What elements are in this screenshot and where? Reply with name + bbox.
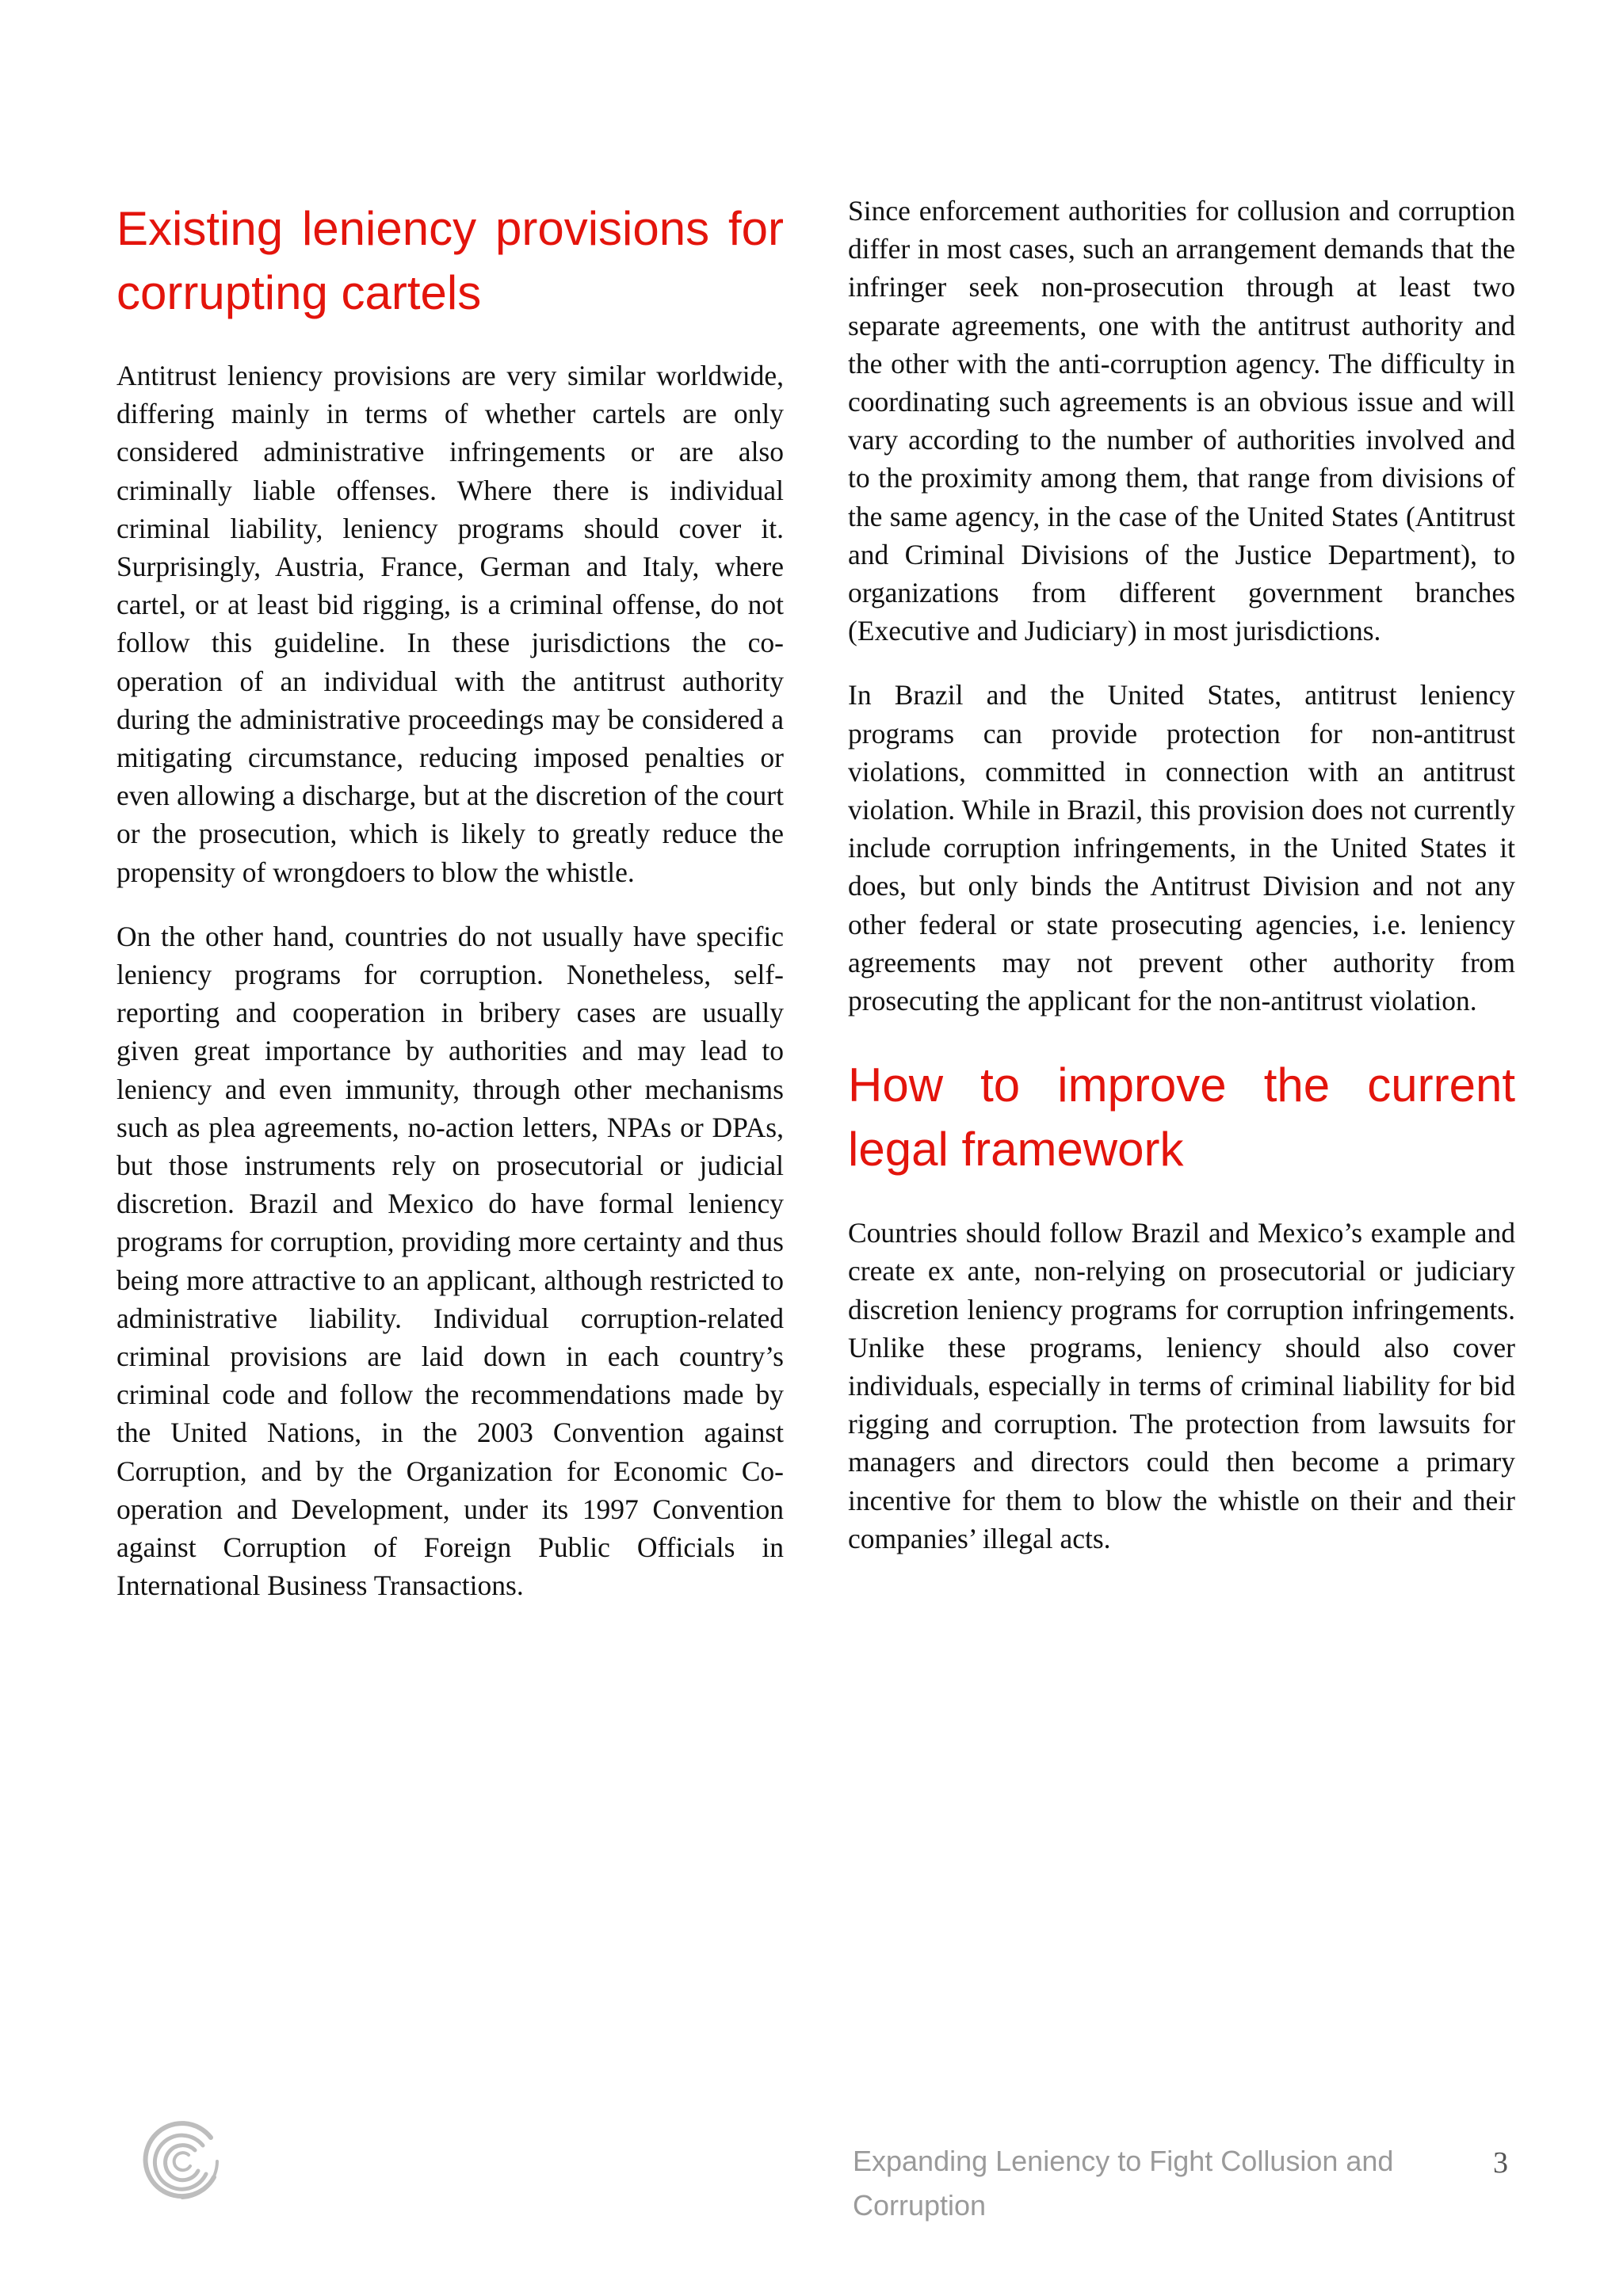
left-column: [116, 0, 784, 1605]
body-paragraph: Since enforcement authorities for collusion and corruption differ in most cases, such an arrangement demands that the infringer seek non-prosecution through at least two separate agreements, one with the antitrust authority and the other with the anti-corruption agency. The difficulty in coordinating such agreements is an obvious issue and will vary according to the number of authorities involved and to the proximity among them, that range from divisions of the same agency, in the case of the United States (Antitrust and Criminal Divisions of the Justice Department), to organizations from different government branches (Executive and Judiciary) in most jurisdictions.: [848, 195, 1515, 647]
section-heading-existing-leniency: Existing leniency provisions for corrupting cartels: [116, 202, 784, 319]
page-number: 3: [1493, 2146, 1508, 2180]
section-heading-improve-framework: How to improve the current legal framework: [848, 1058, 1515, 1177]
body-paragraph: Countries should follow Brazil and Mexico’s example and create ex ante, non-relying on prosecutorial or judiciary discretion leniency programs for corruption infringements. Unlike these programs, leniency should also cover individuals, especially in terms of criminal liability for bid rigging and corruption. The protection from lawsuits for managers and directors could then become a primary incentive for them to blow the whistle on their and their companies’ illegal acts.: [848, 1217, 1515, 1554]
spiral-c-logo-icon: [135, 2114, 228, 2207]
body-paragraph: On the other hand, countries do not usually have specific leniency programs for corruption. Nonetheless, self-reporting and cooperation in bribery cases are usually given great importance by authorities and may lead to leniency and even immunity, through other mechanisms such as plea agreements, no-action letters, NPAs or DPAs, but those instruments rely on prosecutorial or judicial discretion. Brazil and Mexico do have formal leniency programs for corruption, providing more certainty and thus being more attractive to an applicant, although restricted to administrative liability. Individual corruption-related criminal provisions are laid down in each country’s criminal code and follow the recommendations made by the United Nations, in the 2003 Convention against Corruption, and by the Organization for Economic Co-operation and Development, under its 1997 Convention against Corruption of Foreign Public Officials in International Business Transactions.: [116, 920, 784, 1602]
body-paragraph: Antitrust leniency provisions are very similar worldwide, differing mainly in terms of whether cartels are only considered administrative infringements or are also criminally liable offenses. Where there is individual criminal liability, leniency programs should cover it. Surprisingly, Austria, France, German and Italy, where cartel, or at least bid rigging, is a criminal offense, do not follow this guideline. In these jurisdictions the co-operation of an individual with the antitrust authority during the administrative proceedings may be considered a mitigating circumstance, reducing imposed penalties or even allowing a discharge, but at the discretion of the court or the prosecution, which is likely to greatly reduce the propensity of wrongdoers to blow the whistle.: [116, 360, 784, 888]
body-paragraph: In Brazil and the United States, antitrust leniency programs can provide protection for non-antitrust violations, committed in connection with an antitrust violation. While in Brazil, this provision does not currently include corruption infringements, in the United States it does, but only binds the Antitrust Division and not any other federal or state prosecuting agencies, i.e. leniency agreements may not prevent other authority from prosecuting the applicant for the non-antitrust violation.: [848, 679, 1515, 1017]
right-column: [848, 0, 1515, 1558]
footer-document-title: Expanding Leniency to Fight Collusion and Corruption: [853, 2145, 1394, 2222]
